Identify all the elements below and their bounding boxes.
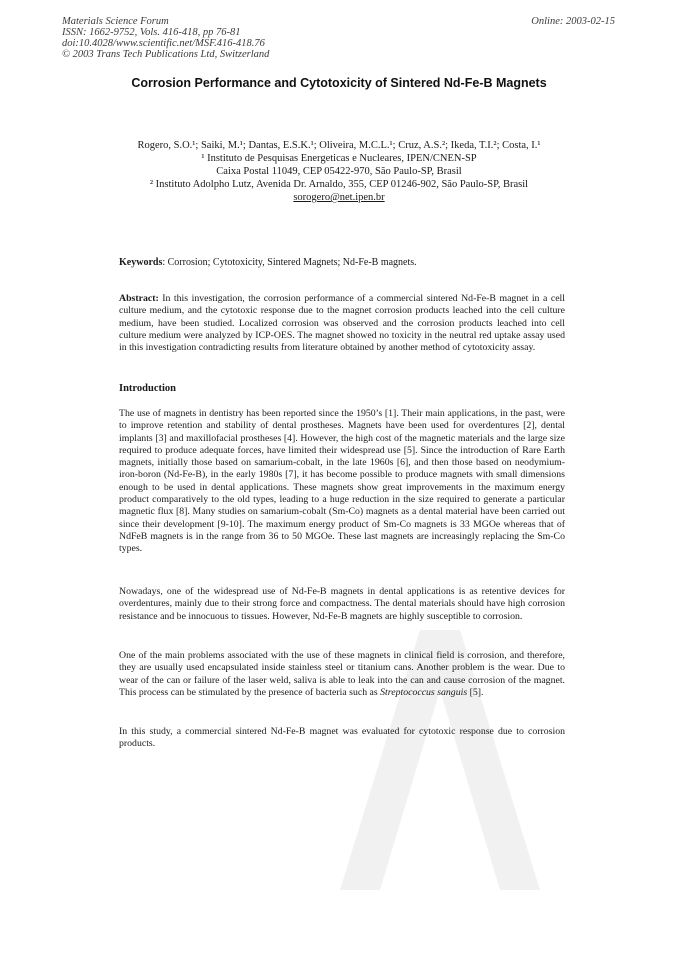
paragraph-3-text: One of the main problems associated with the use of these magnets in clinical field is corrosion, and therefore, they are usually used encapsulated inside stainless steel or titanium cans. Another problem is the wear. Due to wear of the can or failure of the laser weld, saliva is able to leak into the can and cause corrosion of the magnet. This process can be stimulated by the presence of bacteria such as (119, 650, 565, 698)
affiliation-2: ² Instituto Adolpho Lutz, Avenida Dr. Arnaldo, 355, CEP 01246-902, São Paulo-SP, Brasil (149, 179, 529, 190)
author-list: Rogero, S.O.¹; Saiki, M.¹; Dantas, E.S.K.¹; Oliveira, M.C.L.¹; Cruz, A.S.²; Ikeda, T.I.²; Costa, I.¹ (137, 140, 541, 151)
journal-doi: doi:10.4028/www.scientific.net/MSF.416-418.76 (62, 38, 265, 49)
affiliation-1-line-1: ¹ Instituto de Pesquisas Energeticas e Nucleares, IPEN/CNEN-SP (201, 153, 477, 164)
keywords-text: : Corrosion; Cytotoxicity, Sintered Magnets; Nd-Fe-B magnets. (162, 257, 417, 268)
abstract (119, 293, 565, 354)
paragraph-3 (119, 650, 565, 699)
online-date: Online: 2003-02-15 (531, 16, 615, 27)
journal-copyright: © 2003 Trans Tech Publications Ltd, Switzerland (62, 49, 270, 60)
author-email[interactable]: sorogero@net.ipen.br (293, 192, 385, 203)
paragraph-2: Nowadays, one of the widespread use of Nd-Fe-B magnets in dental applications is as retentive devices for overdentures, mainly due to their strong force and compactness. The dental materials should have high corrosion resistance and be innocuous to tissues. However, Nd-Fe-B magnets are highly susceptible to corrosion. (119, 586, 565, 622)
journal-name: Materials Science Forum (62, 16, 169, 27)
author-block (0, 139, 678, 204)
paragraph-1: The use of magnets in dentistry has been reported since the 1950’s [1]. Their main applications, in the past, were to improve retention and stability of dental prostheses. Magnets have been used for overdentures [2], dental implants [3] and maxillofacial prostheses [4]. However, the high cost of the magnetic materials and the large size required to produce adequate forces, have limited their widespread use [5]. Since the introduction of Rare Earth magnets, initially those based on samarium-cobalt, in the late 1960s [6], and then those based on neodymium-iron-boron (Nd-Fe-B), in the early 1980s [7], it has become possible to produce magnets with small dimensions enough to be used in dental applications. These magnets show great improvements in the maximum energy product comparatively to the old types, leading to a huge reduction in the size required to generate a particular magnetic flux [8]. Many studies on samarium-cobalt (Sm-Co) magnets as a dental material have been carried out since their development [9-10]. The maximum energy product of Sm-Co magnets is 33 MGOe whereas that of NdFeB magnets is in the range from 36 to 50 MGOe. These last magnets are increasingly replacing the Sm-Co types. (119, 408, 565, 555)
paragraph-4: In this study, a commercial sintered Nd-Fe-B magnet was evaluated for cytotoxic response due to corrosion products. (119, 726, 565, 750)
paper-title: Corrosion Performance and Cytotoxicity of Sintered Nd-Fe-B Magnets (131, 76, 547, 90)
abstract-text: In this investigation, the corrosion performance of a commercial sintered Nd-Fe-B magnet in a cell culture medium, and the cytotoxic response due to the magnet corrosion products leached into the cell culture medium, have been studied. Localized corrosion was observed and the corrosion products leached into cell culture medium were analyzed by ICP-OES. The magnet showed no toxicity in the neutral red uptake assay used in this investigation contradicting results from literature obtained by another method of cytotoxicity assay. (119, 293, 565, 354)
section-heading-introduction: Introduction (119, 383, 176, 394)
abstract-label: Abstract: (119, 293, 159, 304)
journal-issn: ISSN: 1662-9752, Vols. 416-418, pp 76-81 (62, 27, 241, 38)
paragraph-3-end: [5]. (467, 686, 484, 698)
keywords-label: Keywords (119, 257, 163, 268)
journal-header (62, 16, 269, 60)
watermark-logo (300, 590, 580, 920)
affiliation-1-line-2: Caixa Postal 11049, CEP 05422-970, São Paulo-SP, Brasil (216, 166, 462, 177)
keywords (119, 257, 569, 268)
species-name: Streptococcus sanguis (380, 686, 468, 698)
